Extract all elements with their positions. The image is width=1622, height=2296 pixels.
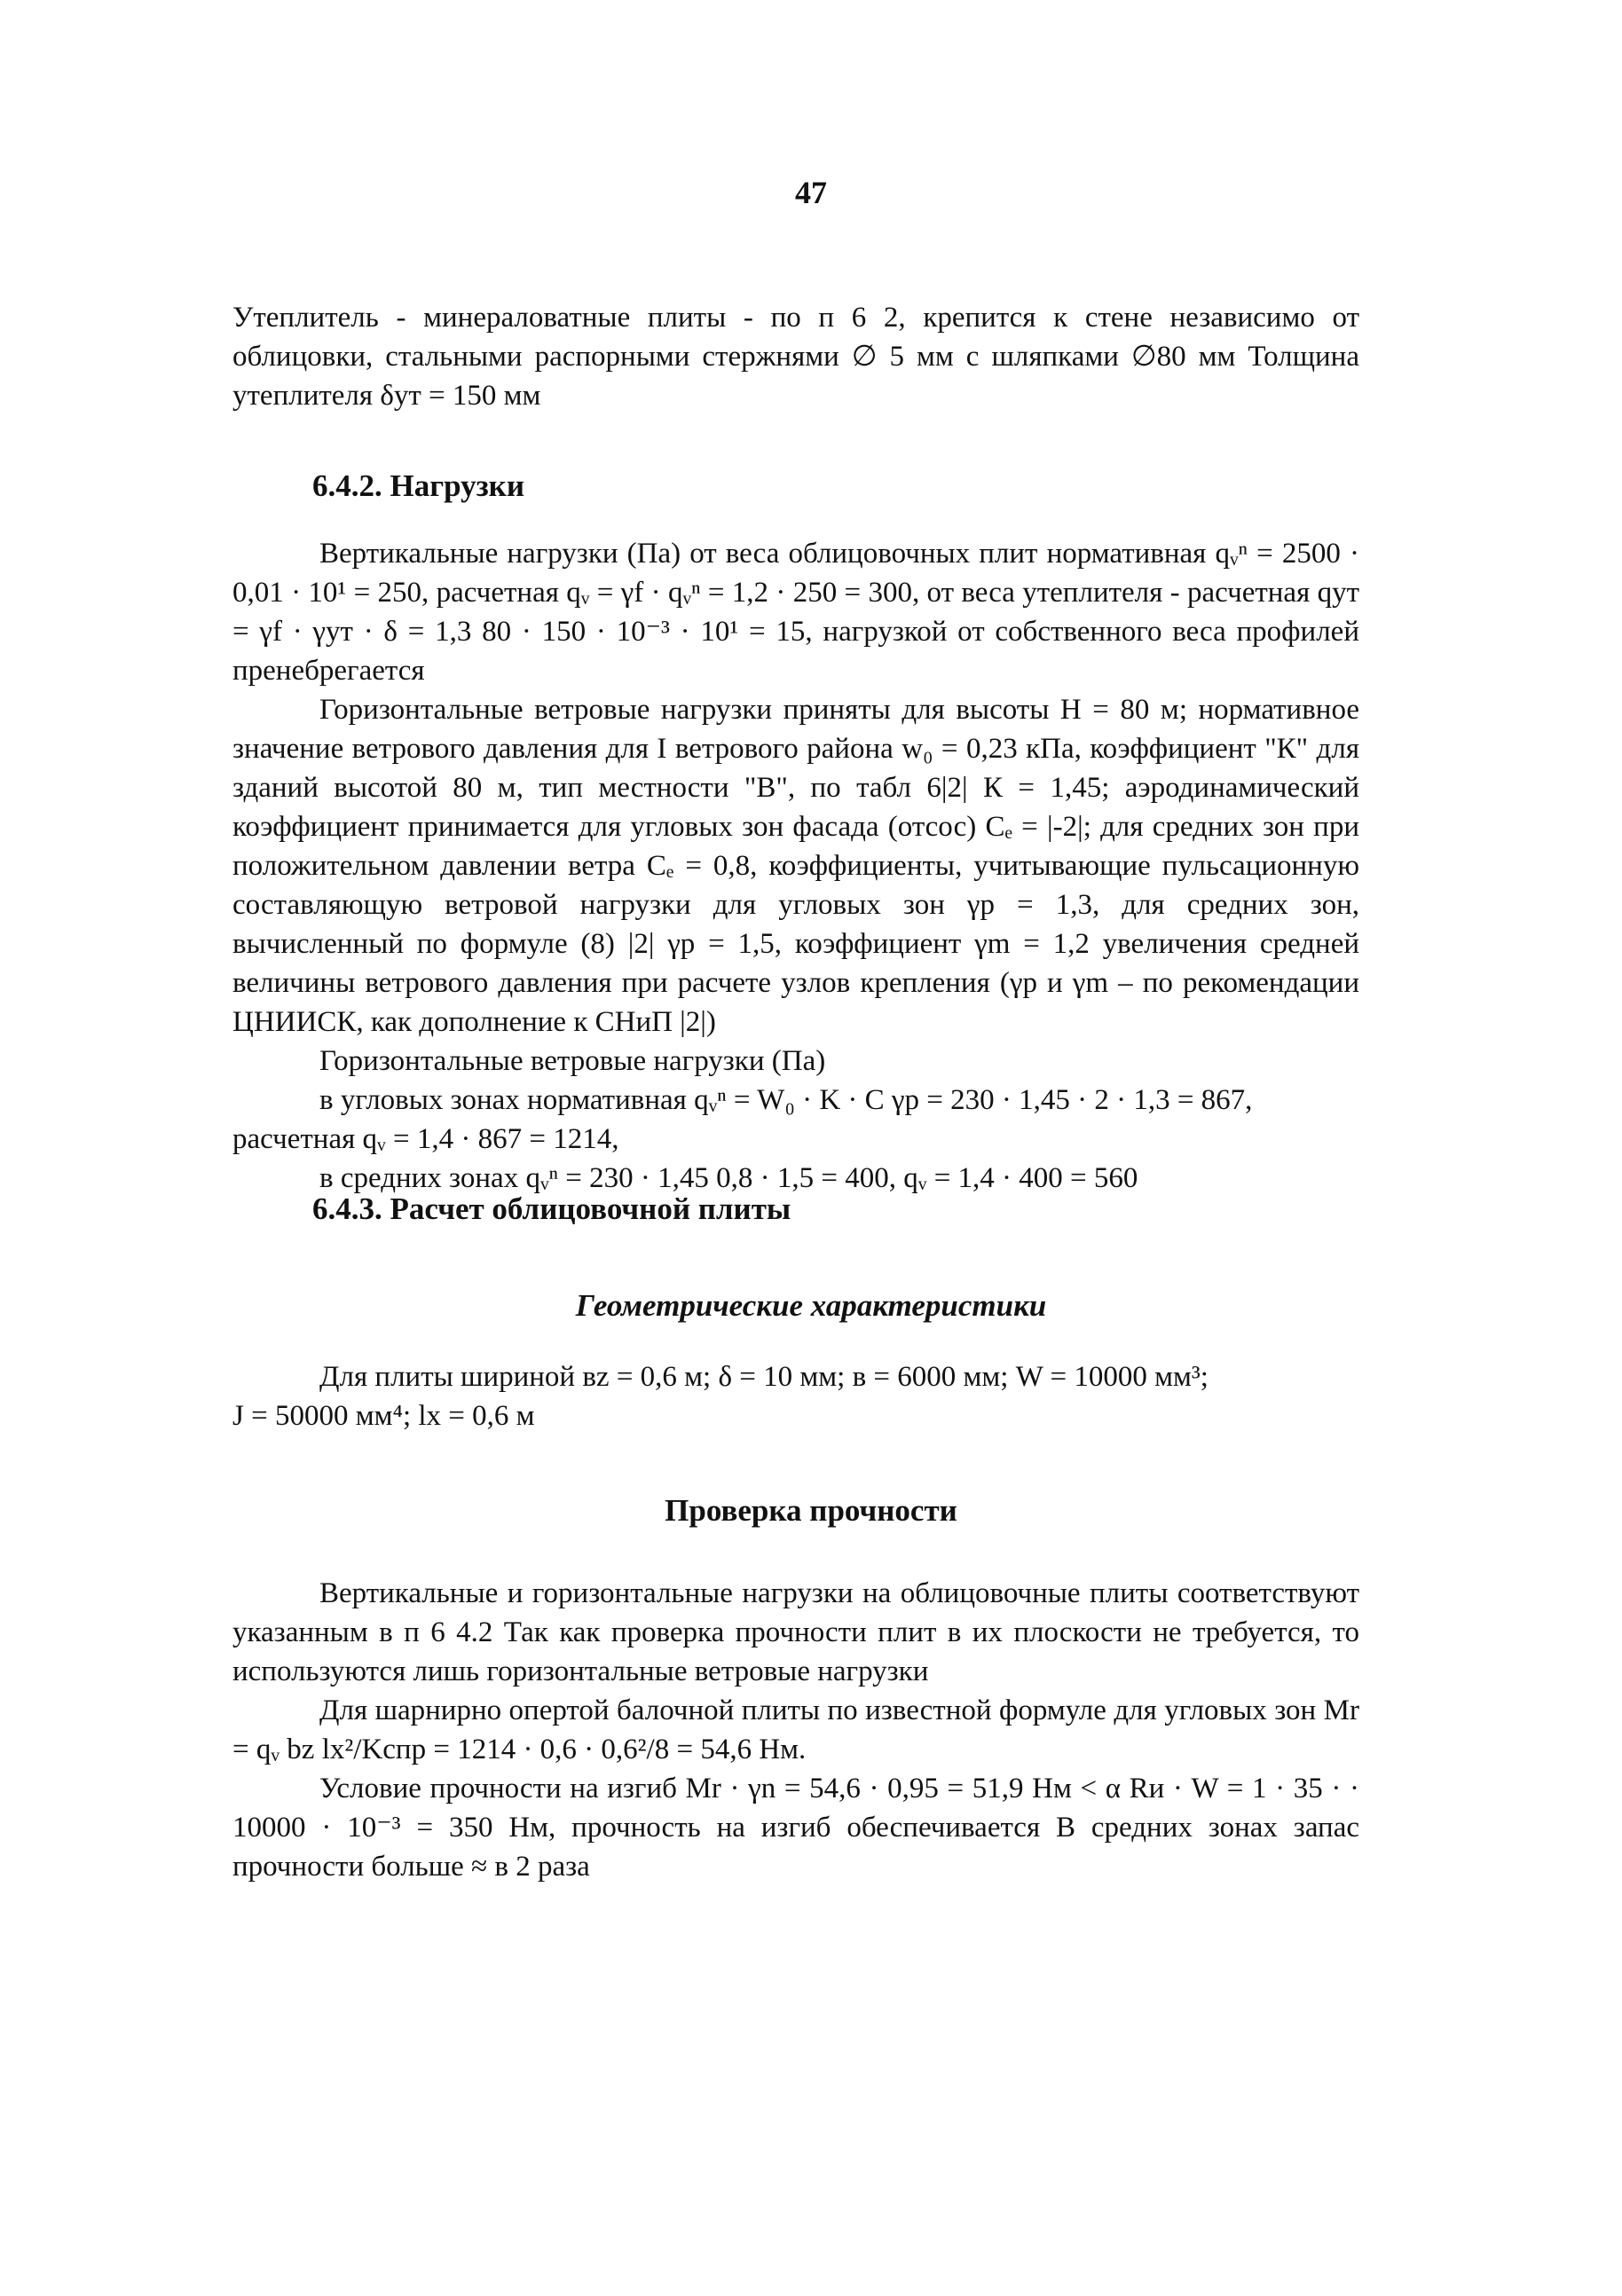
strength-heading: Проверка прочности [665, 1493, 957, 1528]
formula-middle: в средних зонах qᵥⁿ = 230 · 1,45 0,8 · 1,5 = 400, qᵥ = 1,4 · 400 = 560 [319, 1162, 1138, 1194]
strength-paragraph-1: Вертикальные и горизонтальные нагрузки на облицовочные плиты соответствуют указанным в п 6 4.2 Так как проверка прочности плит в их плоскости не требуется, то используются лишь горизонтальные ветровые нагрузки [232, 1577, 1359, 1687]
plate-section [232, 1191, 1359, 1227]
geometry-line-1: Для плиты шириной вz = 0,6 м; δ = 10 мм; в = 6000 мм; W = 10000 мм³; [319, 1361, 1209, 1393]
loads-paragraph-horizontal: Горизонтальные ветровые нагрузки приняты для высоты H = 80 м; нормативное значение ветрового давления для I ветрового района w₀ = 0,23 кПа, коэффициент "К" для зданий высотой 80 м, тип местности "В", по табл 6|2| К = 1,45; аэродинамический коэффициент принимается для угловых зон фасада (отсос) Cₑ = |-2|; для средних зон при положительном давлении ветра Cₑ = 0,8, коэффициенты, учитывающие пульсационную составляющую ветровой нагрузки для угловых зон γp = 1,3, для средних зон, вычисленный по формуле (8) |2| γp = 1,5, коэффициент γm = 1,2 увеличения средней величины ветрового давления при расчете узлов крепления (γp и γm – по рекомендации ЦНИИСК, как дополнение к СНиП |2|) [232, 694, 1359, 1038]
loads-body [232, 534, 1359, 1198]
geometry-heading: Геометрические характеристики [575, 1288, 1047, 1323]
loads-paragraph-vertical: Вертикальные нагрузки (Па) от веса облицовочных плит нормативная qᵥⁿ = 2500 · 0,01 · 10¹ = 250, расчетная qᵥ = γf · qᵥⁿ = 1,2 · 250 = 300, от веса утеплителя - расчетная qут = γf · γут · δ = 1,3 80 · 150 · 10⁻³ · 10¹ = 15, нагрузкой от собственного веса профилей пренебрегается [232, 538, 1359, 687]
strength-paragraph-3: Условие прочности на изгиб Mr · γn = 54,6 · 0,95 = 51,9 Нм < α Rи · W = 1 · 35 · · 10000 · 10⁻³ = 350 Нм, прочность на изгиб обеспечивается В средних зонах запас прочности больше ≈ в 2 раза [232, 1773, 1359, 1883]
geometry-line-2: J = 50000 мм⁴; lx = 0,6 м [232, 1400, 535, 1432]
loads-paragraph-wind-title: Горизонтальные ветровые нагрузки (Па) [319, 1045, 826, 1077]
plate-heading: 6.4.3. Расчет облицовочной плиты [312, 1191, 791, 1226]
geometry-body [232, 1357, 1359, 1435]
loads-section [232, 468, 1359, 504]
strength-paragraph-2: Для шарнирно опертой балочной плиты по известной формуле для угловых зон Mr = qᵥ bz lx²/Kспр = 1214 · 0,6 · 0,6²/8 = 54,6 Нм. [232, 1694, 1359, 1765]
page-number: 47 [795, 175, 827, 210]
formula-corner-design: расчетная qᵥ = 1,4 · 867 = 1214, [232, 1123, 619, 1155]
strength-body [232, 1574, 1359, 1886]
loads-heading: 6.4.2. Нагрузки [312, 468, 525, 503]
formula-corner-normative: в угловых зонах нормативная qᵥⁿ = W₀ · K · C γp = 230 · 1,45 · 2 · 1,3 = 867, [319, 1084, 1253, 1116]
intro-section [232, 298, 1359, 415]
intro-paragraph: Утеплитель - минераловатные плиты - по п 6 2, крепится к стене независимо от облицовки, стальными распорными стержнями ∅ 5 мм с шляпками ∅80 мм Толщина утеплителя δут = 150 мм [232, 302, 1359, 412]
